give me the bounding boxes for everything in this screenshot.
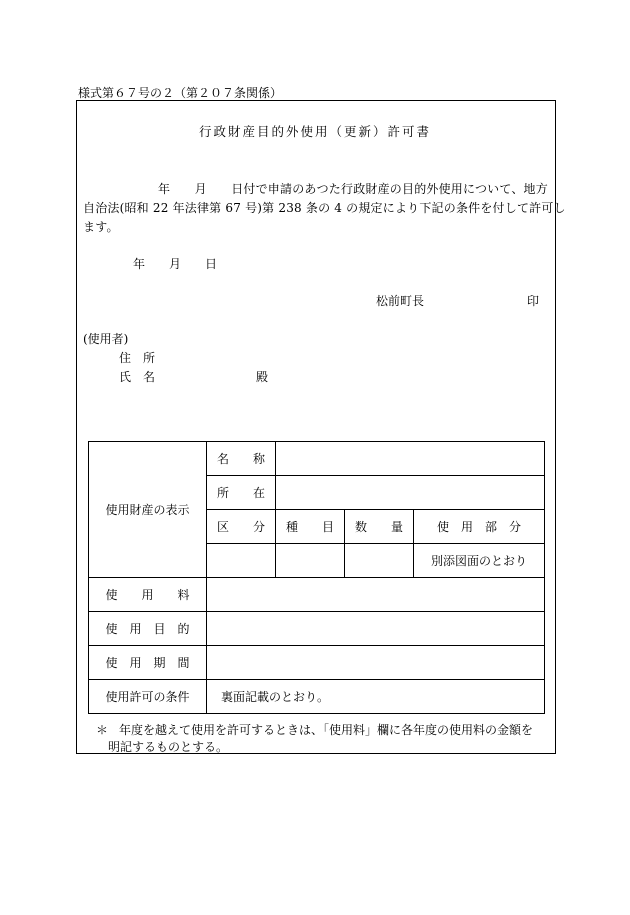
quantity-value-cell bbox=[345, 544, 414, 578]
user-name-label: 氏 名 bbox=[119, 370, 156, 384]
property-display-label: 使用財産の表示 bbox=[89, 442, 207, 578]
honorific: 殿 bbox=[256, 370, 269, 384]
table-row bbox=[89, 442, 545, 476]
note-line-2: 明記するものとする。 bbox=[108, 740, 229, 754]
table-row bbox=[89, 680, 545, 714]
period-label: 使 用 期 間 bbox=[89, 646, 207, 680]
conditions-label: 使用許可の条件 bbox=[89, 680, 207, 714]
body-text-line-1: 年 月 日付で申請のあつた行政財産の目的外使用について、地方 bbox=[158, 182, 548, 196]
issuer-title: 松前町長 bbox=[376, 294, 425, 308]
fee-value-cell bbox=[207, 578, 545, 612]
body-text-line-2: 自治法(昭和 22 年法律第 67 号)第 238 条の 4 の規定により下記の条件を付して許可し bbox=[83, 201, 566, 215]
conditions-value: 裏面記載のとおり。 bbox=[207, 680, 545, 714]
name-value-cell bbox=[276, 442, 545, 476]
issue-date: 年 月 日 bbox=[133, 257, 218, 271]
table-row bbox=[89, 578, 545, 612]
quantity-label: 数 量 bbox=[345, 510, 414, 544]
user-heading: (使用者) bbox=[83, 332, 129, 346]
used-part-label: 使 用 部 分 bbox=[414, 510, 545, 544]
item-value-cell bbox=[276, 544, 345, 578]
document-title: 行政財産目的外使用（更新）許可書 bbox=[198, 124, 431, 139]
note-line-1: 年度を越えて使用を許可するときは、「使用料」欄に各年度の使用料の金額を bbox=[119, 723, 534, 737]
category-value-cell bbox=[207, 544, 276, 578]
seal-mark: 印 bbox=[527, 294, 540, 308]
location-value-cell bbox=[276, 476, 545, 510]
period-value-cell bbox=[207, 646, 545, 680]
purpose-value-cell bbox=[207, 612, 545, 646]
table-row bbox=[89, 646, 545, 680]
permit-details-table bbox=[88, 441, 545, 714]
name-label: 名 称 bbox=[207, 442, 276, 476]
form-number-label: 様式第６７号の２（第２０７条関係） bbox=[78, 86, 283, 100]
table-row bbox=[89, 612, 545, 646]
body-text-line-3: ます。 bbox=[83, 220, 119, 234]
purpose-label: 使 用 目 的 bbox=[89, 612, 207, 646]
location-label: 所 在 bbox=[207, 476, 276, 510]
used-part-value: 別添図面のとおり bbox=[414, 544, 545, 578]
item-label: 種 目 bbox=[276, 510, 345, 544]
user-address-label: 住 所 bbox=[119, 351, 156, 365]
note-asterisk: ＊ bbox=[96, 723, 109, 737]
fee-label: 使 用 料 bbox=[89, 578, 207, 612]
category-label: 区 分 bbox=[207, 510, 276, 544]
